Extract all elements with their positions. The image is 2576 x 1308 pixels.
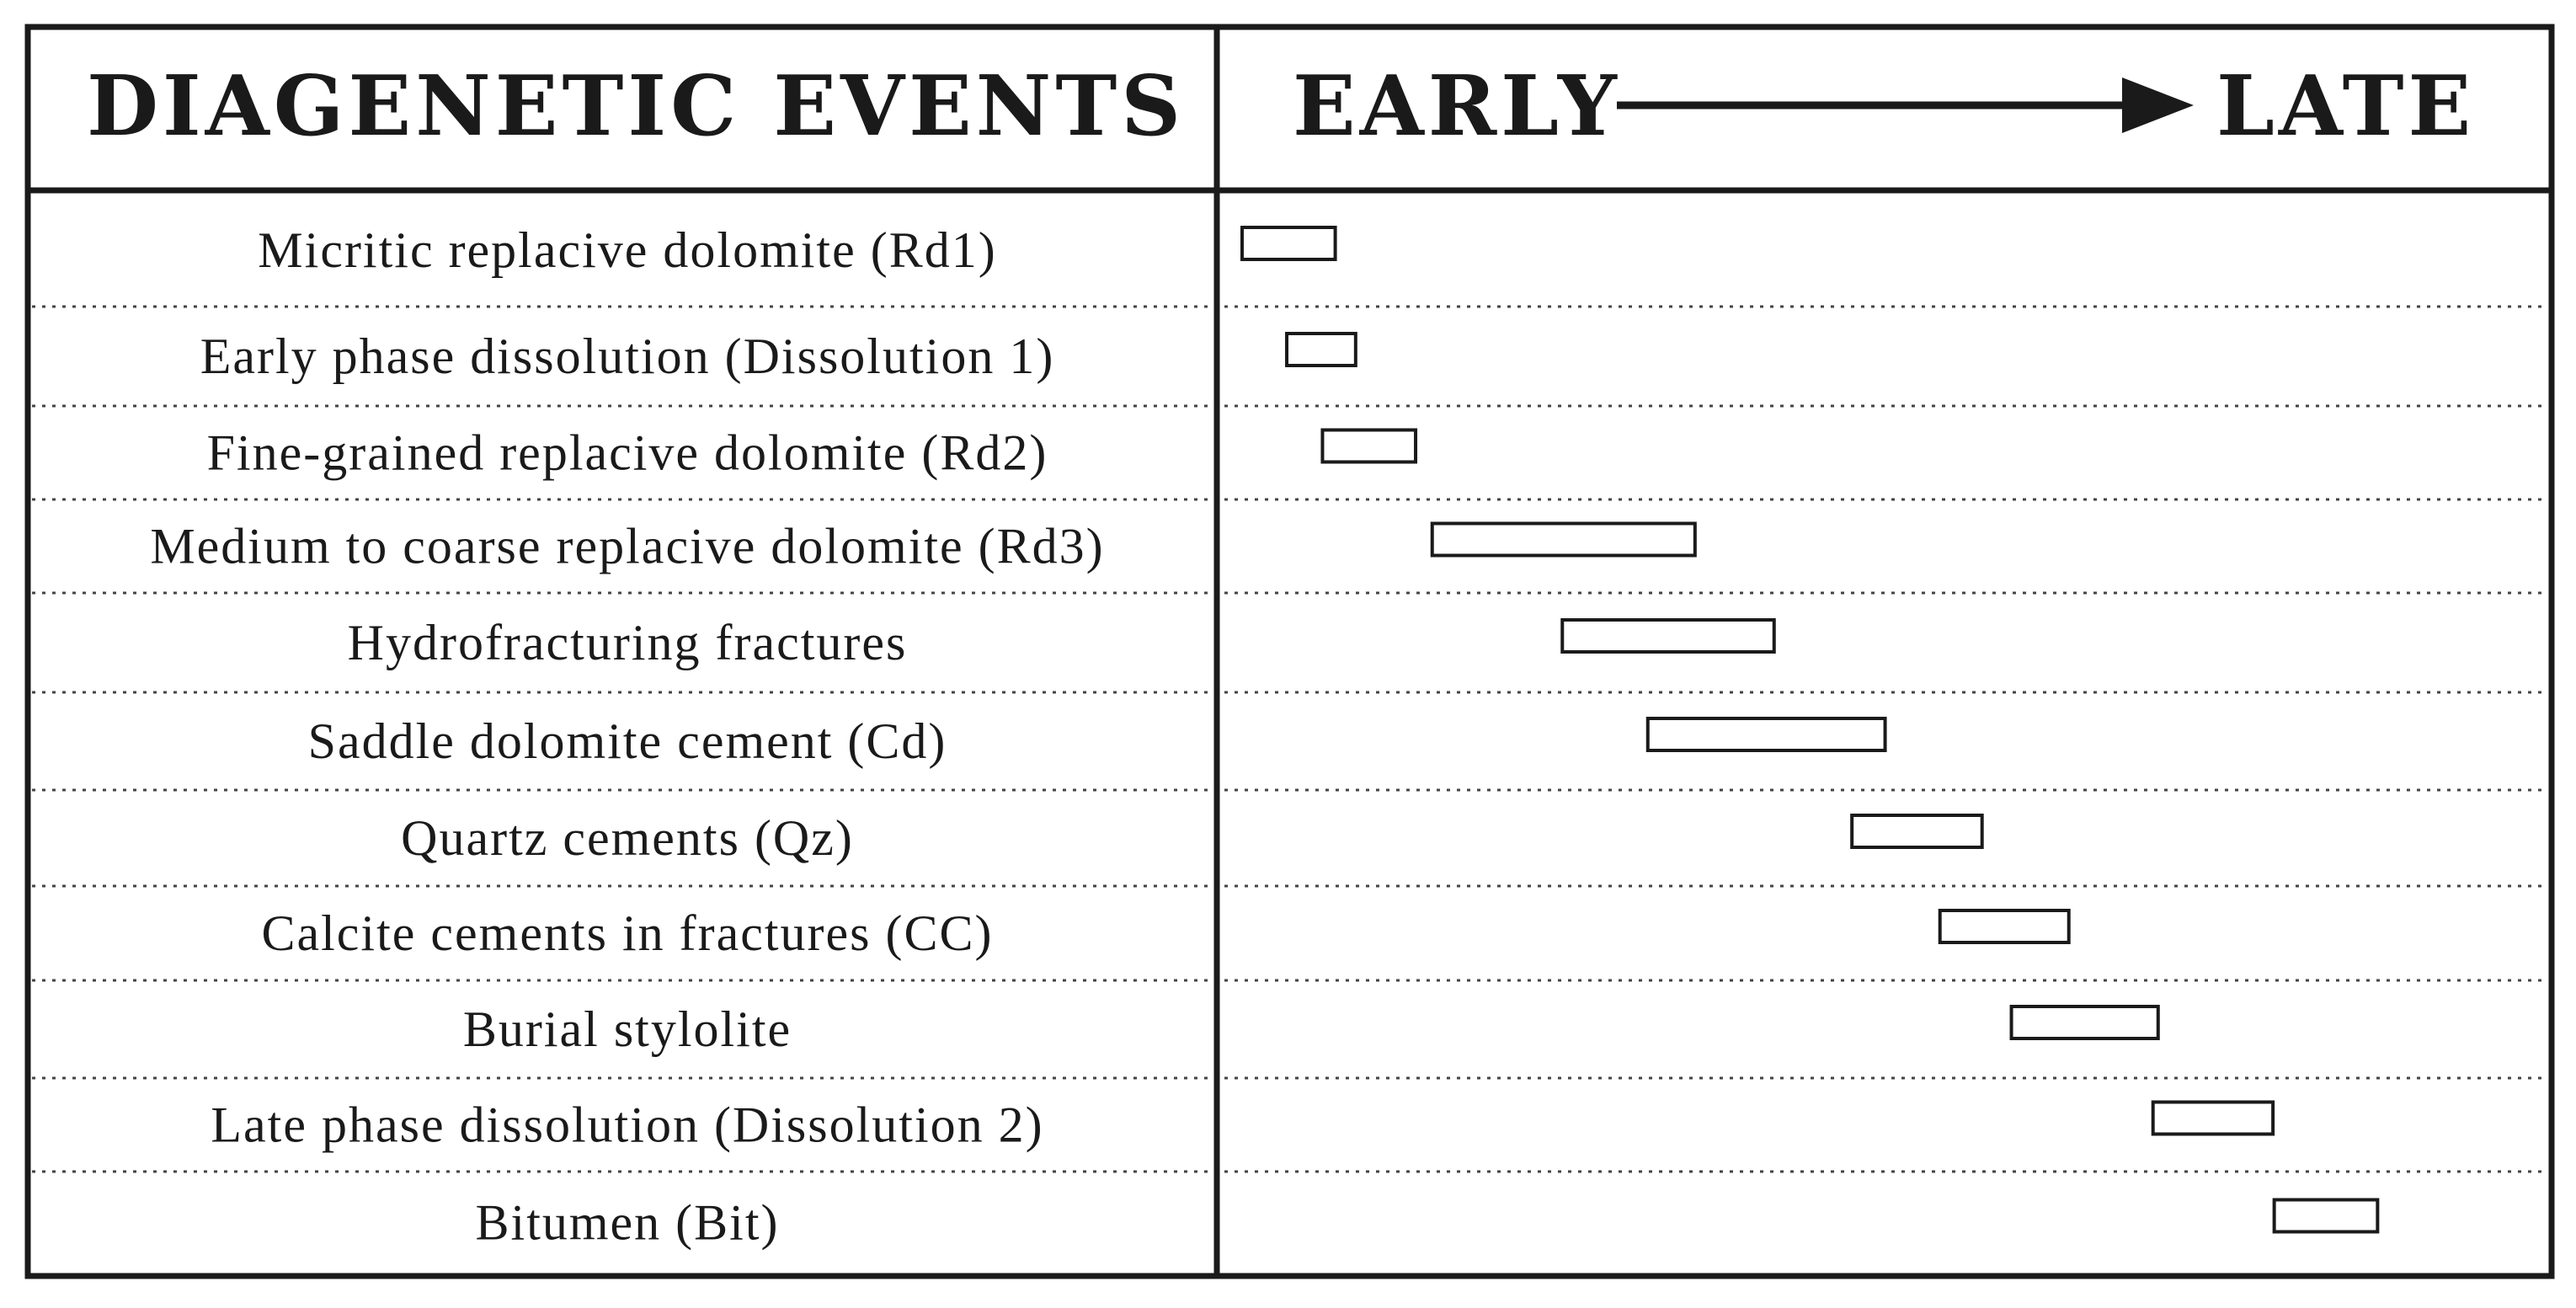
event-label: Calcite cements in fractures (CC) — [261, 905, 994, 961]
event-bar — [1940, 910, 2069, 942]
event-bars — [1242, 227, 2377, 1232]
event-label: Fine-grained replacive dolomite (Rd2) — [206, 424, 1048, 481]
events-column-title: DIAGENETIC EVENTS — [86, 58, 1186, 155]
event-label: Burial stylolite — [462, 1001, 792, 1057]
event-label: Bitumen (Bit) — [475, 1194, 780, 1251]
event-label: Late phase dissolution (Dissolution 2) — [211, 1097, 1044, 1153]
event-label: Micritic replacive dolomite (Rd1) — [258, 222, 997, 278]
event-bar — [1322, 430, 1416, 462]
time-arrow-head — [2122, 77, 2194, 133]
event-bar — [1648, 718, 1885, 750]
event-bar — [2012, 1006, 2158, 1038]
event-label: Early phase dissolution (Dissolution 1) — [200, 328, 1055, 384]
early-label: EARLY — [1293, 58, 1621, 155]
event-bar — [1242, 227, 1336, 259]
event-label: Saddle dolomite cement (Cd) — [307, 713, 947, 769]
event-label: Quartz cements (Qz) — [401, 810, 854, 866]
event-bar — [2275, 1200, 2378, 1232]
event-label: Hydrofracturing fractures — [347, 615, 908, 670]
late-label: LATE — [2216, 58, 2476, 155]
event-labels — [150, 222, 1104, 1251]
event-bar — [1562, 620, 1773, 652]
event-bar — [1852, 815, 1982, 847]
event-bar — [2153, 1102, 2273, 1134]
event-bar — [1287, 334, 1356, 366]
event-label: Medium to coarse replacive dolomite (Rd3) — [150, 518, 1105, 574]
event-bar — [1432, 524, 1695, 556]
